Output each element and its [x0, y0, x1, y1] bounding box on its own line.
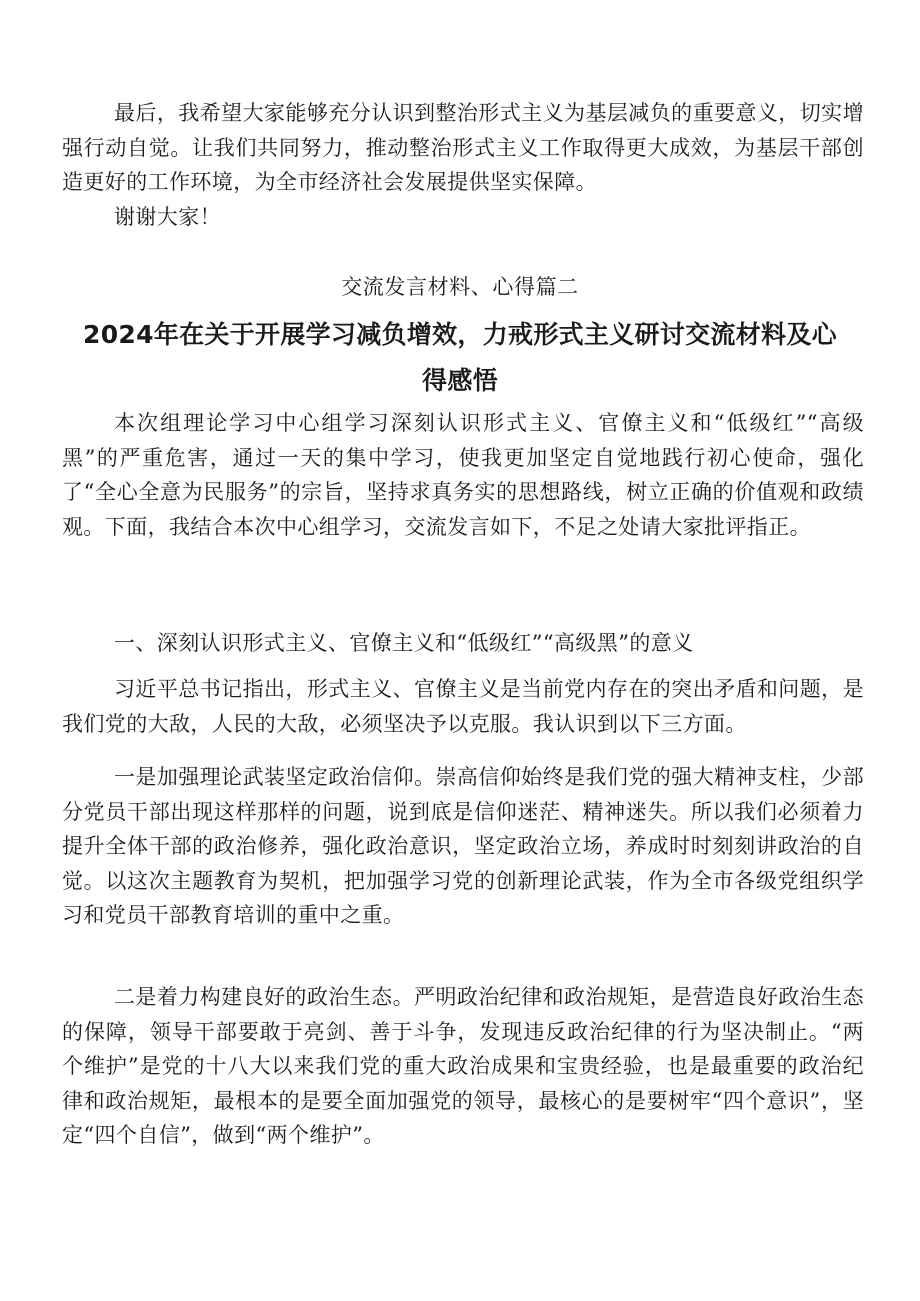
section-title: 2024年在关于开展学习减负增效，力戒形式主义研讨交流材料及心得感悟 — [83, 320, 837, 395]
paragraph-three: 二是着力构建良好的政治生态。严明政治纪律和政治规矩，是营造良好政治生态的保障，领导干部要敢于亮剑、善于斗争，发现违反政治纪律的行为坚决制止。“两个维护”是党的十八大以来我们党的重大政治成果和宝贵经验，也是最重要的政治纪律和政治规矩，最根本的是要全面加强党的领导，最核心的是要树牢“四个意识”，坚定“四个自信”，做到“两个维护”。 — [62, 985, 864, 1148]
paragraph-one: 习近平总书记指出，形式主义、官僚主义是当前党内存在的突出矛盾和问题，是我们党的大敌，人民的大敌，必须坚决予以克服。我认识到以下三方面。 — [62, 677, 864, 736]
intro-paragraph: 本次组理论学习中心组学习深刻认识形式主义、官僚主义和“低级红”“高级黑”的严重危害，通过一天的集中学习，使我更加坚定自觉地践行初心使命，强化了“全心全意为民服务”的宗旨，坚持求真务实的思想路线，树立正确的价值观和政绩观。下面，我结合本次中心组学习，交流发言如下，不足之处请大家批评指正。 — [62, 411, 864, 539]
heading-one: 一、深刻认识形式主义、官僚主义和“低级红”“高级黑”的意义 — [114, 631, 694, 655]
paragraph-two: 一是加强理论武装坚定政治信仰。崇高信仰始终是我们党的强大精神支柱，少部分党员干部出现这样那样的问题，说到底是信仰迷茫、精神迷失。所以我们必须着力提升全体干部的政治修养，强化政治意识，坚定政治立场，养成时时刻刻讲政治的自觉。以这次主题教育为契机，把加强学习党的创新理论武装，作为全市各级党组织学习和党员干部教育培训的重中之重。 — [62, 765, 864, 928]
closing-paragraph: 最后，我希望大家能够充分认识到整治形式主义为基层减负的重要意义，切实增强行动自觉。让我们共同努力，推动整治形式主义工作取得更大成效，为基层干部创造更好的工作环境，为全市经济社会发展提供坚实保障。 — [62, 101, 864, 195]
section-subtitle: 交流发言材料、心得篇二 — [341, 275, 579, 299]
thanks-line: 谢谢大家！ — [114, 205, 221, 229]
